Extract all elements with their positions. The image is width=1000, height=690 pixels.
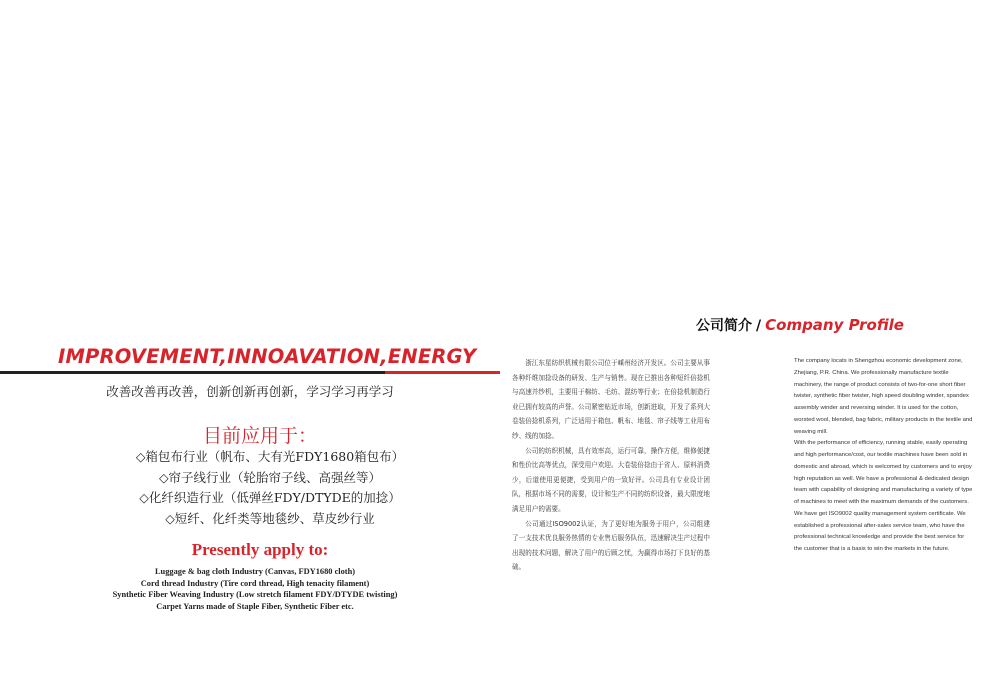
- list-item: Cord thread Industry (Tire cord thread, High tenacity filament): [140, 578, 370, 588]
- title-separator: /: [756, 318, 762, 334]
- headline: IMPROVEMENT,INNOAVATION,ENERGY: [58, 345, 477, 368]
- en-paragraph: We have get ISO9002 quality management system certificate. We established a professional after-sales service team, who have the professional technical knowledge and provide the best service for the customer that is a basis to win the markets in the future.: [794, 510, 966, 552]
- headline-rule-red: [385, 371, 500, 374]
- company-profile-title: [696, 315, 904, 335]
- list-item: ◇化纤织造行业（低弹丝FDY/DTYDE的加捻）: [139, 490, 401, 505]
- list-item: ◇帘子线行业（轮胎帘子线、高强丝等）: [158, 469, 382, 485]
- cn-slogan: 改善改善再改善，创新创新再创新，学习学习再学习: [106, 384, 394, 399]
- list-item: ◇短纤、化纤类等地毯纱、草皮纱行业: [165, 510, 375, 526]
- list-item: Synthetic Fiber Weaving Industry (Low stretch filament FDY/DTYDE twisting): [112, 590, 398, 599]
- en-apply-title: Presently apply to:: [191, 540, 329, 559]
- cn-application-list: [0, 447, 540, 529]
- en-paragraph: With the performance of efficiency, running stable, easily operating and high performance/cost, our textile machines have been sold in domestic and abroad, which is welcomed by customers and to enjoy high reputation as well. We have a professional & dedicated design team with capability of designing and manufacturing a variety of type of machines to meet with the maximum demands of the customers.: [794, 440, 973, 505]
- cn-paragraph: 公司的纺织机械，具有效率高，运行可靠，操作方便，维修便捷和性价比高等优点，深受用户欢迎。大卷装倍捻由于省人、原料消费少，后道使用更便捷，受到用户的一致好评。公司具有专业设计团队，根据市场不同的需要，设计和生产不同的纺织设备，最大限度地满足用户的需要。: [512, 446, 710, 513]
- en-application-list: [0, 566, 510, 612]
- list-item: ◇箱包布行业（帆布、大有光FDY1680箱包布）: [135, 449, 405, 464]
- cn-paragraph: 公司通过ISO9002认证，为了更好地为服务于用户，公司组建了一支技术优良服务热情的专业售后服务队伍，迅速解决生产过程中出现的技术问题，解决了用户的后顾之忧，为赢得市场打下良好的基础。: [512, 519, 710, 572]
- title-en: Company Profile: [765, 316, 904, 334]
- en-paragraph: The company locats in Shengzhou economic development zone, Zhejiang, P.R. China. We professionally manufacture textile machinery, the range of product consists of two-for-one short fiber twister, synthetic fiber twister, high speed doubling winder, spandex assembly winder and reversing winder. It is used for the cotton, worsted wool, blended, bag fabric, military products in the textile and weaving mill.: [794, 358, 973, 435]
- cn-profile-body: [512, 356, 710, 575]
- cn-apply-title: 目前应用于：: [202, 425, 317, 447]
- list-item: Luggage & bag cloth Industry (Canvas, FDY1680 cloth): [154, 567, 356, 576]
- title-cn: 公司简介: [696, 318, 752, 334]
- cn-paragraph: 浙江东星纺织机械有限公司位于嵊州经济开发区。公司主要从事各种纤维加捻设备的研发、生产与销售。现在已推出各种短纤倍捻机与高速并纱机，主要用于棉纺、毛纺、混纺等行业；在倍捻机制造行业已拥有较高的声誉。公司紧密贴近市场，创新进取，开发了系列大卷装倍捻机系列，广泛适用于箱包、帆布、地毯、帘子线等工业用布纱、线的加捻。: [512, 359, 710, 440]
- list-item: Carpet Yarns made of Staple Fiber, Synthetic Fiber etc.: [156, 601, 354, 611]
- headline-rule-dark: [0, 371, 385, 374]
- en-profile-body: [794, 356, 974, 556]
